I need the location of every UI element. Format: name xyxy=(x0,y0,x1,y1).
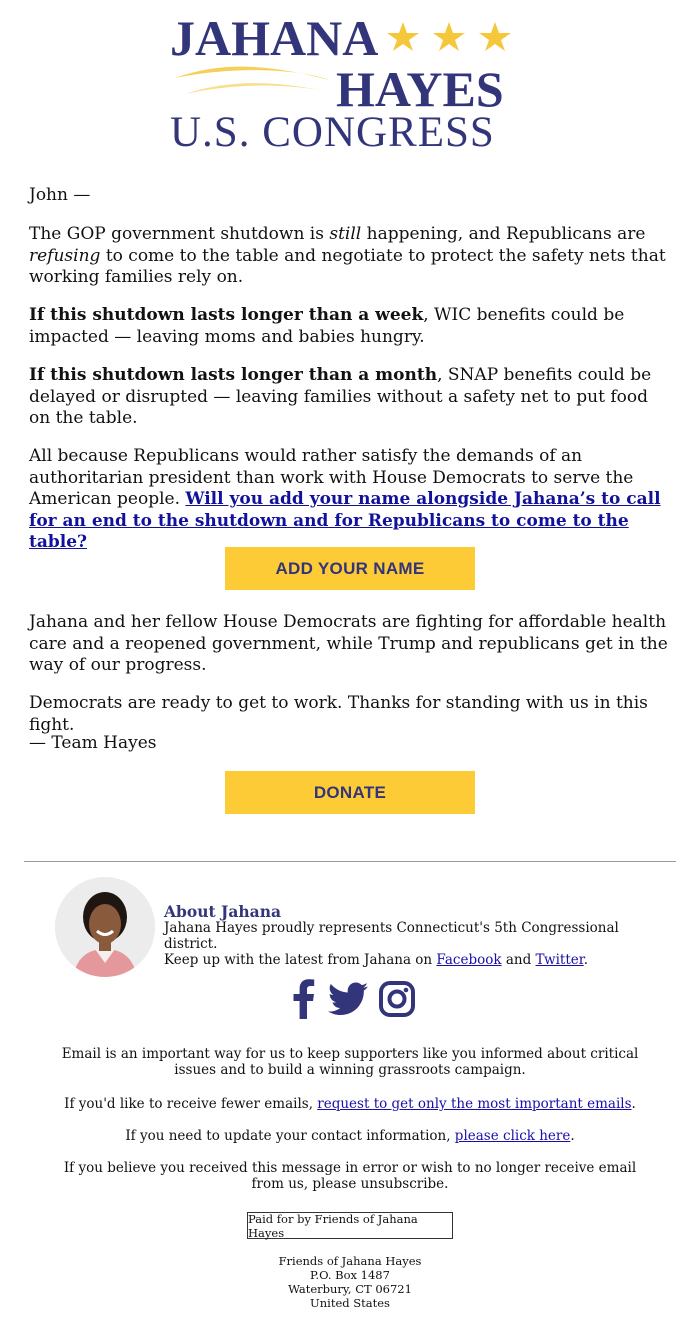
signoff: — Team Hayes xyxy=(29,733,157,753)
divider xyxy=(24,861,676,862)
greeting: John — xyxy=(29,185,91,205)
p4-text: All because Republicans would rather satisfy the demands of an authoritarian president than work with House Democrats to serve the American people. xyxy=(29,446,634,509)
address-line-1: Friends of Jahana Hayes xyxy=(278,1254,422,1268)
paid-for-box: Paid for by Friends of Jahana Hayes xyxy=(247,1212,453,1239)
p2-bold: If this shutdown lasts longer than a week xyxy=(29,305,424,325)
address-line-2: P.O. Box 1487 xyxy=(310,1268,390,1282)
donate-button[interactable]: DONATE xyxy=(225,771,475,814)
about-line-2 xyxy=(164,952,644,968)
about-title: About Jahana xyxy=(164,902,282,921)
footer-fewer-emails-text: If you'd like to receive fewer emails, xyxy=(64,1096,318,1112)
paragraph-2 xyxy=(29,305,674,348)
social-icons xyxy=(290,980,415,1022)
p1-text-a: The GOP government shutdown is xyxy=(29,224,330,244)
update-info-link[interactable]: please click here xyxy=(454,1128,571,1144)
footer-update-info xyxy=(50,1128,650,1144)
campaign-logo xyxy=(0,10,700,160)
p1-text-c: to come to the table and negotiate to protect the safety nets that working families rely on. xyxy=(29,245,666,287)
mailing-address xyxy=(200,1254,500,1310)
logo-line3: U.S. CONGRESS xyxy=(170,109,495,156)
p2-rest: , WIC benefits could be impacted — leaving moms and babies hungry. xyxy=(29,305,625,347)
footer-email-note: Email is an important way for us to keep supporters like you informed about critical issues and to build a winning grassroots campaign. xyxy=(61,1046,639,1078)
logo-line1: JAHANA xyxy=(170,10,379,66)
paragraph-3 xyxy=(29,365,674,430)
about-text xyxy=(164,920,644,968)
footer-update-info-period: . xyxy=(570,1128,575,1144)
logo-graphic xyxy=(170,10,530,160)
p3-rest: , SNAP benefits could be delayed or disrupted — leaving families without a safety net to put food on the table. xyxy=(29,365,652,428)
footer-update-info-text: If you need to update your contact information, xyxy=(125,1128,455,1144)
footer-unsubscribe: If you believe you received this message in error or wish to no longer receive email from us, please unsubscribe. xyxy=(63,1160,637,1192)
about-line-1: Jahana Hayes proudly represents Connecticut's 5th Congressional district. xyxy=(164,920,619,952)
facebook-link[interactable]: Facebook xyxy=(436,952,502,968)
twitter-icon[interactable] xyxy=(328,982,368,1020)
logo-swoosh-2 xyxy=(185,83,330,94)
add-name-text-link[interactable]: Will you add your name alongside Jahana’s to call for an end to the shutdown and for Republicans to come to the table? xyxy=(29,489,661,552)
about-line-2-period: . xyxy=(583,952,589,968)
twitter-link[interactable]: Twitter xyxy=(535,952,584,968)
logo-line2: HAYES xyxy=(336,61,504,117)
address-line-4: United States xyxy=(310,1296,390,1310)
avatar xyxy=(55,877,155,977)
facebook-icon[interactable] xyxy=(290,979,316,1023)
footer-fewer-emails-period: . xyxy=(631,1096,636,1112)
add-your-name-button[interactable]: ADD YOUR NAME xyxy=(225,547,475,590)
portrait-image xyxy=(55,877,155,977)
instagram-icon[interactable] xyxy=(379,981,415,1021)
footer-fewer-emails xyxy=(50,1096,650,1112)
about-line-2-and: and xyxy=(501,952,536,968)
address-line-3: Waterbury, CT 06721 xyxy=(288,1282,412,1296)
p3-bold: If this shutdown lasts longer than a month xyxy=(29,365,438,385)
p1-emphasis-still: still xyxy=(329,224,362,244)
fewer-emails-link[interactable]: request to get only the most important emails xyxy=(317,1096,632,1112)
about-line-2-text: Keep up with the latest from Jahana on xyxy=(164,952,437,968)
paragraph-4 xyxy=(29,446,674,554)
logo-stars xyxy=(387,22,511,51)
paragraph-5: Jahana and her fellow House Democrats are fighting for affordable health care and a reopened government, while Trump and republicans get in the way of our progress. xyxy=(29,612,668,675)
paragraph-1 xyxy=(29,224,674,289)
paragraph-6: Democrats are ready to get to work. Thanks for standing with us in this fight. xyxy=(29,693,648,735)
p1-text-b: happening, and Republicans are xyxy=(361,224,646,244)
p1-emphasis-refusing: refusing xyxy=(29,245,101,266)
logo-swoosh-1 xyxy=(175,67,330,80)
